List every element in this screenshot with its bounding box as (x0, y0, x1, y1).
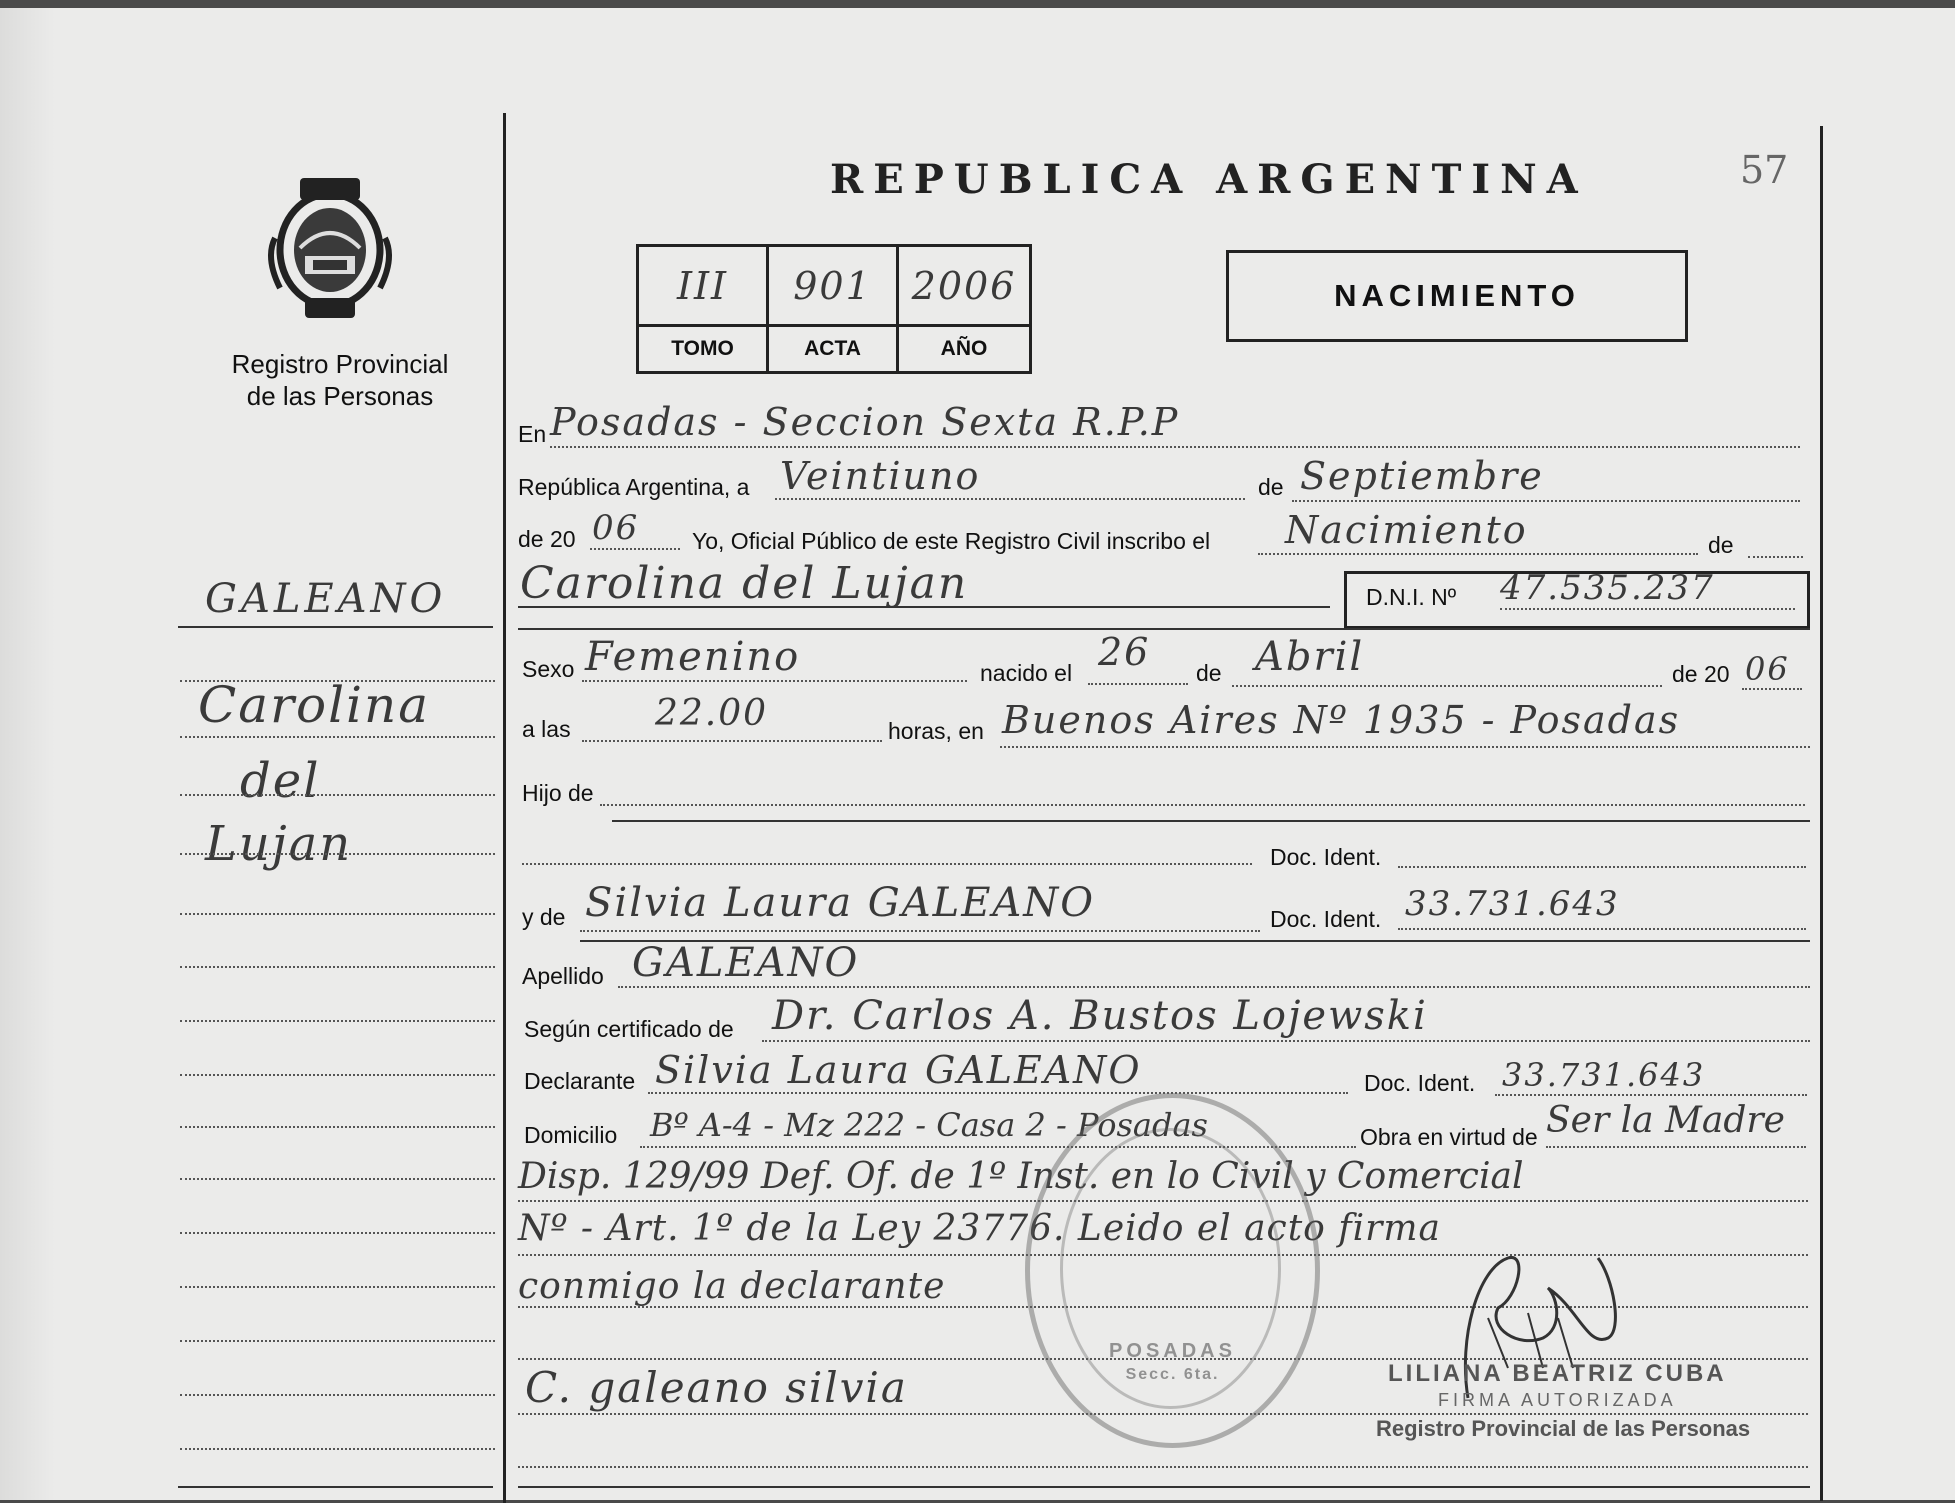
note-line-3: conmigo la declarante (518, 1266, 946, 1307)
note-line-2: Nº - Art. 1º de la Ley 23776. Leido el acto firma (518, 1208, 1441, 1249)
certificado-value: Dr. Carlos A. Bustos Lojewski (772, 993, 1428, 1039)
margin-bottom-line (178, 1486, 493, 1488)
margin-surname: GALEANO (205, 576, 447, 622)
month-text: Septiembre (1300, 454, 1544, 498)
segun-label: Según certificado de (524, 1016, 734, 1042)
child-name-line (518, 606, 1330, 608)
declarante-label: Declarante (524, 1068, 636, 1094)
margin-ruled-line (180, 1126, 495, 1128)
birth-day: 26 (1098, 630, 1151, 674)
registro-line-1: Registro Provincial (231, 349, 449, 379)
sexo-line (582, 680, 967, 682)
margin-name-line-1: Carolina (198, 676, 431, 734)
en-label: En (518, 421, 547, 447)
birth-month: Abril (1255, 634, 1365, 680)
place-value: Buenos Aires Nº 1935 - Posadas (1002, 698, 1681, 742)
dni-line (1500, 608, 1795, 610)
birth-day-line (1088, 683, 1188, 685)
domicilio-value: Bº A-4 - Mz 222 - Casa 2 - Posadas (650, 1106, 1208, 1144)
dni-value: 47.535.237 (1500, 568, 1715, 608)
obra-line (1546, 1146, 1806, 1148)
inscribo-value: Nacimiento (1285, 508, 1528, 552)
de-label-3: de (1196, 660, 1222, 686)
margin-ruled-line (180, 1286, 495, 1288)
en-value: Posadas - Seccion Sexta R.P.P (550, 400, 1180, 444)
inscribo-line (1258, 553, 1698, 555)
month-line (1292, 500, 1800, 502)
doc-ident-label-3: Doc. Ident. (1364, 1070, 1476, 1096)
certificado-line (762, 1040, 1810, 1042)
year-prefix-2: de 20 (1672, 661, 1730, 687)
name-separator-line (518, 628, 1810, 630)
margin-ruled-line (180, 680, 495, 682)
margin-name-line-2: del (240, 753, 321, 809)
official-name: LILIANA BEATRIZ CUBA (1388, 1360, 1727, 1387)
doc-ident-label-2: Doc. Ident. (1270, 906, 1382, 932)
margin-ruled-line (180, 1448, 495, 1450)
doc-ident-label-1: Doc. Ident. (1270, 844, 1382, 870)
declarante-value: Silvia Laura GALEANO (655, 1048, 1142, 1092)
declarant-signature: C. galeano silvia (525, 1363, 908, 1412)
obra-value: Ser la Madre (1546, 1100, 1785, 1141)
margin-ruled-line (180, 1394, 495, 1396)
margin-ruled-line (180, 1340, 495, 1342)
mother-name: Silvia Laura GALEANO (585, 880, 1096, 926)
sexo-value: Femenino (585, 634, 801, 680)
anio-label: AÑO (940, 337, 988, 360)
apellido-label: Apellido (522, 963, 604, 989)
margin-ruled-line (180, 1020, 495, 1022)
birth-year: 06 (1745, 650, 1790, 688)
en-line (550, 446, 1800, 448)
acta-label: ACTA (769, 327, 899, 371)
apellido-line (618, 986, 1810, 988)
place-line (1000, 746, 1810, 748)
registro-provincial-heading (190, 348, 490, 412)
day-line (775, 498, 1245, 500)
mother-doc: 33.731.643 (1405, 884, 1620, 924)
sexo-label: Sexo (522, 656, 575, 682)
stamp-secc: Secc. 6ta. (1125, 1366, 1220, 1383)
page-title: REPUBLICA ARGENTINA (830, 156, 1588, 203)
official-firma-autorizada: FIRMA AUTORIZADA (1438, 1390, 1677, 1410)
hijo-solid-line (612, 820, 1810, 822)
hijo-label: Hijo de (522, 780, 594, 806)
stamp-posadas: POSADAS (1109, 1340, 1236, 1362)
declarante-doc: 33.731.643 (1502, 1056, 1706, 1094)
horas-label: horas, en (888, 718, 984, 744)
dni-label: D.N.I. Nº (1366, 584, 1457, 610)
nacimiento-box: NACIMIENTO (1226, 250, 1688, 342)
provincia-misiones-emblem-icon (265, 178, 395, 323)
obra-label: Obra en virtud de (1360, 1124, 1538, 1150)
margin-ruled-line (180, 853, 495, 855)
de-label-2: de (1708, 532, 1734, 558)
acta-value: 901 (769, 247, 899, 327)
birth-certificate-page (0, 8, 1955, 1500)
year-line (590, 548, 680, 550)
margin-ruled-line (180, 736, 495, 738)
declarante-doc-line (1495, 1094, 1807, 1096)
tomo-label: TOMO (639, 327, 769, 371)
hour-value: 22.00 (655, 693, 769, 734)
alas-label: a las (522, 716, 571, 742)
margin-ruled-line (180, 1232, 495, 1234)
official-seal-stamp (1025, 1093, 1320, 1448)
margin-surname-line (178, 626, 493, 628)
right-border-line (1820, 126, 1823, 1501)
bottom-border-line (518, 1486, 1810, 1488)
page-number: 57 (1740, 148, 1789, 192)
de-label: de (1258, 474, 1284, 500)
margin-ruled-line (180, 966, 495, 968)
declarante-line (648, 1092, 1348, 1094)
father-doc-line (1398, 866, 1806, 868)
margin-ruled-line (180, 913, 495, 915)
birth-month-line (1232, 685, 1662, 687)
anio-value: 2006 (899, 247, 1029, 327)
year-value: 06 (592, 508, 640, 548)
note-ruled-line (518, 1466, 1808, 1468)
father-name-line (522, 863, 1252, 865)
tomo-value: III (639, 247, 769, 327)
oficial-label: Yo, Oficial Público de este Registro Civil inscribo el (692, 528, 1211, 554)
margin-ruled-line (180, 794, 495, 796)
mother-doc-line (1398, 928, 1806, 930)
registro-line-2: de las Personas (246, 381, 434, 411)
hijo-line (600, 804, 1805, 806)
birth-year-line (1742, 688, 1802, 690)
mother-name-line (580, 930, 1260, 932)
page-edge-shadow (0, 8, 55, 1500)
domicilio-label: Domicilio (524, 1122, 618, 1148)
margin-divider-line (503, 113, 506, 1503)
note-line-1: Disp. 129/99 Def. Of. de 1º Inst. en lo Civil y Comercial (518, 1156, 1524, 1197)
republica-label: República Argentina, a (518, 474, 750, 500)
apellido-value: GALEANO (632, 940, 860, 986)
child-name: Carolina del Lujan (520, 558, 969, 609)
day-text: Veintiuno (780, 454, 981, 498)
yde-label: y de (522, 904, 566, 930)
margin-ruled-line (180, 1178, 495, 1180)
margin-ruled-line (180, 1074, 495, 1076)
nacido-label: nacido el (980, 660, 1073, 686)
hour-line (582, 740, 882, 742)
tomo-acta-anio-box (636, 244, 1032, 374)
official-registro: Registro Provincial de las Personas (1376, 1416, 1751, 1441)
de-line-2 (1748, 556, 1803, 558)
year-prefix-label: de 20 (518, 526, 576, 552)
margin-name-line-3: Lujan (205, 816, 353, 872)
